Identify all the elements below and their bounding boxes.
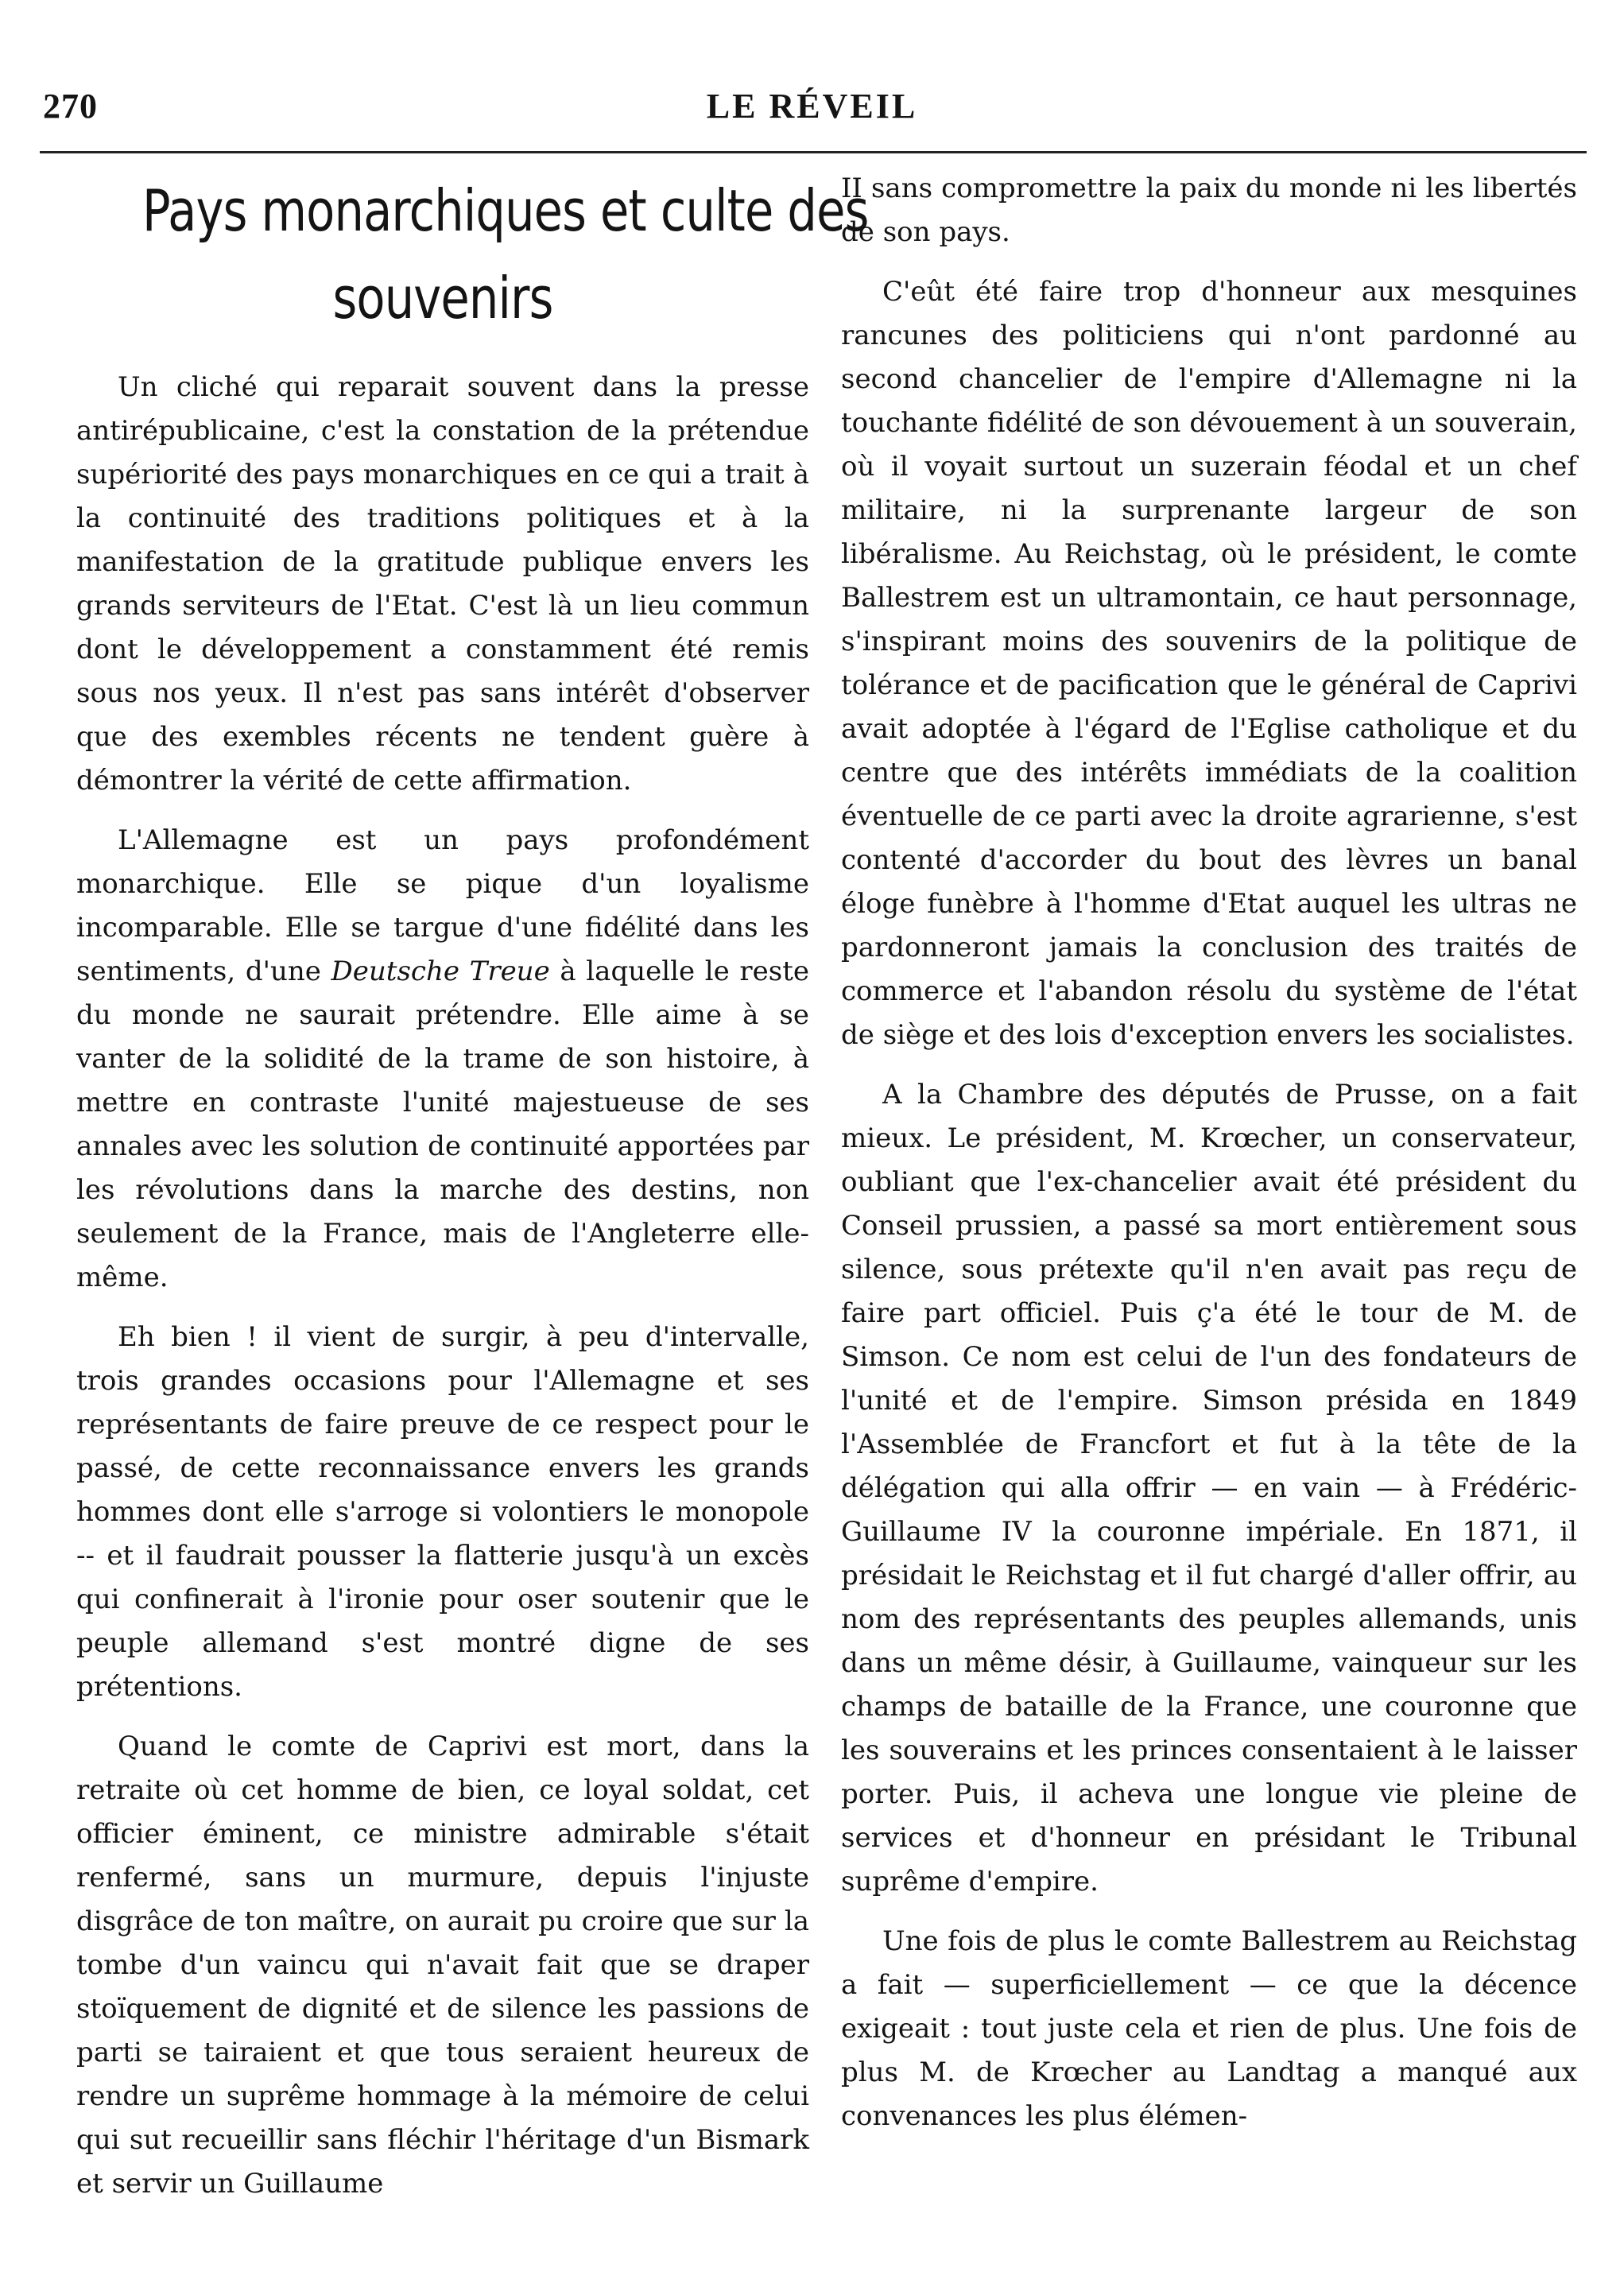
page-number: 270 bbox=[43, 87, 98, 126]
header-rule bbox=[40, 151, 1587, 153]
paragraph-continuation: II sans compromettre la paix du monde ni les libertés de son pays. bbox=[841, 173, 1577, 248]
paragraph-caprivi: Quand le comte de Caprivi est mort, dans la retraite où cet homme de bien, ce loyal soldat, cet officier éminent, ce ministre admirable s'était renfermé, sans un murmure, depuis l'injuste disgrâce de ton maître, on aurait pu croire que sur la tombe d'un vaincu qui n'avait fait que se draper stoïquement de dignité et de silence les passions de parti se tairaient et que tous seraient heureux de rendre un suprême hommage à la mémoire de celui qui sut recueillir sans fléchir l'héritage d'un Bismark et servir un Guillaume bbox=[76, 1731, 809, 2200]
paragraph-prusse: A la Chambre des députés de Prusse, on a fait mieux. Le président, M. Krœcher, un conservateur, oubliant que l'ex-chancelier avait été président du Conseil prussien, a passé sa mort entièrement sous silence, sous prétexte qu'il n'en avait pas reçu de faire part officiel. Puis ç'a été le tour de M. de Simson. Ce nom est celui de l'un des fondateurs de l'unité et de l'empire. Simson présida en 1849 l'Assemblée de Francfort et fut à la tête de la délégation qui alla offrir — en vain — à Frédéric-Guillaume IV la couronne impériale. En 1871, il présidait le Reichstag et il fut chargé d'aller offrir, au nom des représentants des peuples allemands, unis dans un même désir, à Guillaume, vainqueur sur les champs de bataille de la France, une couronne que les souverains et les princes consentaient à le laisser porter. Puis, il acheva une longue vie pleine de services et d'honneur en présidant le Tribunal suprême d'empire. bbox=[841, 1079, 1577, 1898]
paragraph-conclusion: Une fois de plus le comte Ballestrem au Reichstag a fait — superficiellement — ce que la décence exigeait : tout juste cela et rien de plus. Une fois de plus M. de Krœcher au Landtag a manqué aux convenances les plus élémen- bbox=[841, 1925, 1577, 2132]
germany-text-after: à laquelle le reste du monde ne saurait prétendre. Elle aime à se vanter de la solidité de la trame de son histoire, à mettre en contraste l'unité majestueuse de ses annales avec les solution de continuité apportées par les révolutions dans la marche des destins, non seulement de la France, mais de l'Angleterre elle-même. bbox=[76, 956, 810, 1293]
paragraph-germany bbox=[76, 819, 809, 1300]
left-column bbox=[76, 167, 869, 2222]
germany-text-before: L'Allemagne est un pays profondément monarchique. Elle se pique d'un loyalisme incomparable. Elle se targue d'une fidélité dans les sentiments, d'une bbox=[76, 824, 809, 987]
running-title: LE RÉVEIL bbox=[706, 87, 918, 126]
paragraph-occasions: Eh bien ! il vient de surgir, à peu d'intervalle, trois grandes occasions pour l'Allemagne et ses représentants de faire preuve de ce respect pour le passé, de cette reconnaissance envers les grands hommes dont elle s'arroge si volontiers le monopole -- et il faudrait pousser la flatterie jusqu'à un excès qui confinerait à l'ironie pour oser soutenir que le peuple allemand s'est montré digne de ses prétentions. bbox=[76, 1321, 809, 1703]
paragraph-reichstag: C'eût été faire trop d'honneur aux mesquines rancunes des politiciens qui n'ont pardonné au second chancelier de l'empire d'Allemagne ni la touchante fidélité de son dévouement à un souverain, où il voyait surtout un suzerain féodal et un chef militaire, ni la surprenante largeur de son libéralisme. Au Reichstag, où le président, le comte Ballestrem est un ultramontain, ce haut personnage, s'inspirant moins des souvenirs de la politique de tolérance et de pacification que le général de Caprivi avait adoptée à l'égard de l'Eglise catholique et du centre que des intérêts immédiats de la coalition éventuelle de ce parti avec la droite agrarienne, s'est contenté d'accorder du bout des lèvres un banal éloge funèbre à l'homme d'Etat auquel les ultras ne pardonneront jamais la conclusion des traités de commerce et l'abandon résolu du système de l'état de siège et des lois d'exception envers les socialistes. bbox=[841, 276, 1577, 1051]
paragraph-intro: Un cliché qui reparait souvent dans la presse antirépublicaine, c'est la constation de la prétendue supériorité des pays monarchiques en ce qui a trait à la continuité des traditions politiques et à la manifestation de la gratitude publique envers les grands serviteurs de l'Etat. C'est là un lieu commun dont le développement a constamment été remis sous nos yeux. Il n'est pas sans intérêt d'observer que des exembles récents ne tendent guère à démontrer la vérité de cette affirmation. bbox=[76, 371, 809, 797]
right-column bbox=[841, 167, 1577, 2154]
title-line-1: Pays monarchiques et culte des bbox=[141, 177, 869, 244]
article-title bbox=[141, 167, 869, 342]
title-line-2: souvenirs bbox=[332, 265, 553, 331]
deutsche-treue-emphasis: Deutsche Treue bbox=[331, 956, 550, 987]
